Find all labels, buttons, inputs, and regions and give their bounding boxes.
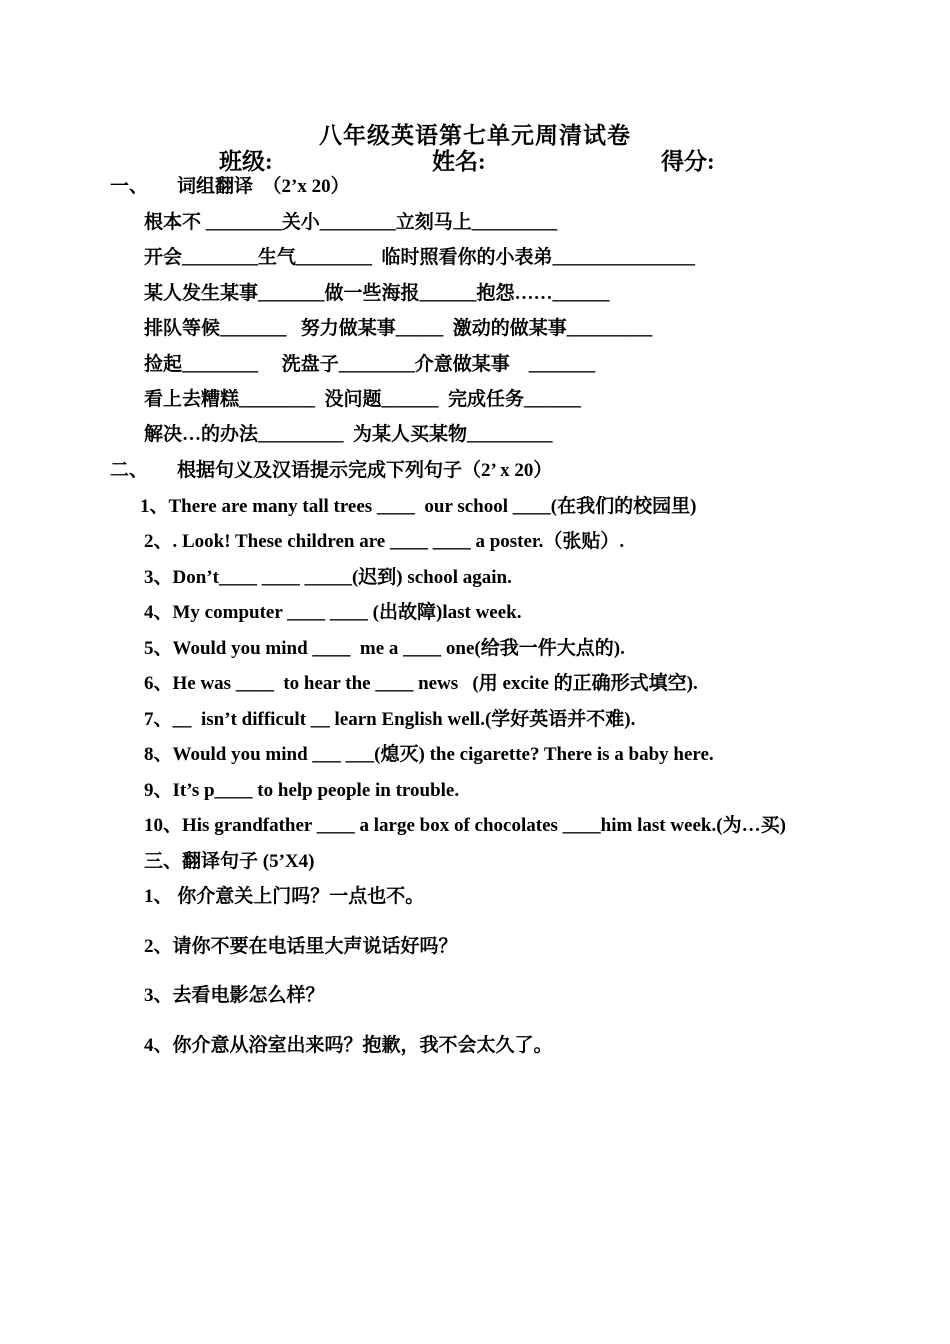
section2-sentence: 5、Would you mind ____ me a ____ one(给我一件大点的). — [144, 638, 625, 659]
section2-sentence: 6、He was ____ to hear the ____ news (用 excite 的正确形式填空). — [144, 673, 698, 694]
section2-sentence: 3、Don’t____ ____ _____(迟到) school again. — [144, 567, 512, 588]
section1-heading: 词组翻译 （2’x 20） — [177, 176, 350, 197]
section1-item: 根本不 ________关小________立刻马上_________ — [144, 212, 558, 233]
section1-item: 解决…的办法_________ 为某人买某物_________ — [144, 424, 553, 445]
section3-sentence: 2、请你不要在电话里大声说话好吗？ — [144, 936, 458, 957]
section3-sentence: 1、 你介意关上门吗？一点也不。 — [144, 886, 425, 907]
section2-sentence: 1、There are many tall trees ____ our school ____(在我们的校园里) — [140, 496, 697, 517]
section2-heading: 根据句义及汉语提示完成下列句子（2’ x 20） — [177, 460, 553, 481]
section2-sentence: 9、It’s p____ to help people in trouble. — [144, 780, 460, 801]
section2-sentence: 4、My computer ____ ____ (出故障)last week. — [144, 602, 522, 623]
worksheet-title: 八年级英语第七单元周清试卷 — [319, 123, 631, 148]
section2-sentence: 8、Would you mind ___ ___(熄灭) the cigarette? There is a baby here. — [144, 744, 714, 765]
section1-number: 一、 — [110, 176, 149, 197]
section3-sentence: 3、去看电影怎么样？ — [144, 985, 325, 1006]
section3-sentence: 4、你介意从浴室出来吗？抱歉，我不会太久了。 — [144, 1035, 553, 1056]
name-label: 姓名: — [432, 149, 486, 174]
class-label: 班级: — [219, 149, 273, 174]
section2-sentence: 7、__ isn’t difficult __ learn English well.(学好英语并不难). — [144, 709, 636, 730]
section2-number: 二、 — [110, 460, 149, 481]
section2-sentence: 10、His grandfather ____ a large box of chocolates ____him last week.(为…买) — [144, 815, 786, 836]
section2-sentence: 2、. Look! These children are ____ ____ a poster.（张贴）. — [144, 531, 625, 552]
section1-item: 排队等候_______ 努力做某事_____ 激动的做某事_________ — [144, 318, 653, 339]
section1-item: 某人发生某事_______做一些海报______抱怨……______ — [144, 283, 610, 304]
section1-item: 看上去糟糕________ 没问题______ 完成任务______ — [144, 389, 582, 410]
score-label: 得分: — [661, 149, 715, 174]
section3-heading: 三、翻译句子 (5’X4) — [144, 851, 315, 872]
section1-item: 捡起________ 洗盘子________介意做某事 _______ — [144, 354, 596, 375]
section1-item: 开会________生气________ 临时照看你的小表弟_______________ — [144, 247, 696, 268]
